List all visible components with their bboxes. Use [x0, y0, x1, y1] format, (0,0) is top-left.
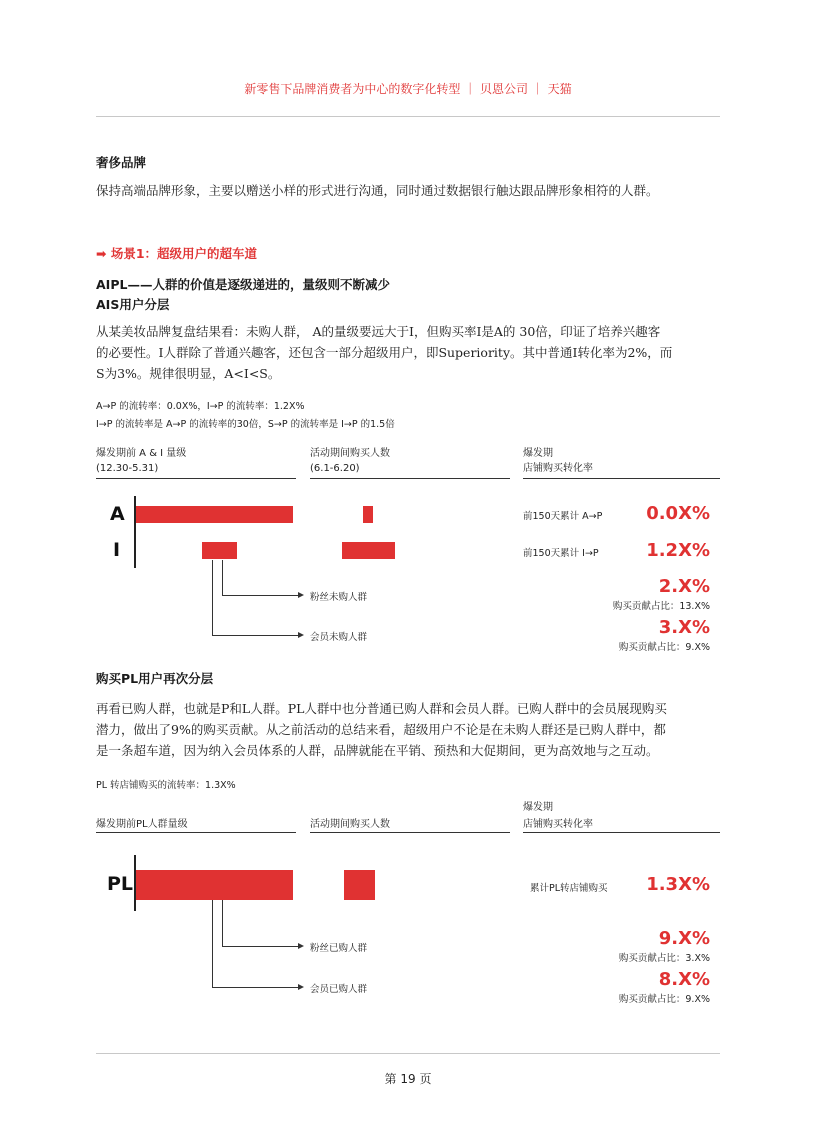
chart2-value-pl: 1.3X%	[646, 874, 710, 895]
chart1-value-member: 3.X%	[658, 617, 710, 638]
chart1-label-i: 前150天累计 I→P	[523, 548, 599, 559]
chart1-row-i-label: I	[113, 539, 121, 561]
ais-heading: AIS用户分层	[96, 297, 170, 312]
chart1-col1-underline	[96, 478, 296, 479]
chart1-col3-line2: 店铺购买转化率	[523, 463, 593, 474]
chart1-connector-member-h	[212, 635, 298, 636]
pl-para-line-2: 潜力，做出了9%的购买贡献。从之前活动的总结来看，超级用户不论是在未购人群还是已购人群中，都	[96, 722, 666, 737]
chart2-label-pl: 累计PL转店铺购买	[530, 883, 608, 894]
aipl-heading: AIPL——人群的价值是逐级递进的，量级则不断减少	[96, 277, 390, 292]
chart1-label-a: 前150天累计 A→P	[523, 511, 603, 522]
chart2-col1-underline	[96, 832, 296, 833]
chart2-arrow-fan	[298, 943, 304, 949]
chart1-col3-underline	[523, 478, 720, 479]
chart2-value-member: 8.X%	[658, 969, 710, 990]
chart1-connector-fan-v	[222, 560, 223, 595]
chart1-bar-i-volume	[202, 542, 237, 559]
chart1-arrow-member	[298, 632, 304, 638]
chart2-col3-line2: 店铺购买转化率	[523, 819, 593, 830]
chart2-col2: 活动期间购买人数	[310, 819, 390, 830]
chart2-connector-member-h	[212, 987, 298, 988]
chart2-branch-fan: 粉丝已购人群	[310, 943, 368, 954]
chart2-note-member: 购买贡献占比：9.X%	[618, 994, 710, 1005]
pl-para-line-3: 是一条超车道，因为纳入会员体系的人群，品牌就能在平销、预热和大促期间，更为高效地与之互动。	[96, 743, 659, 758]
chart2-bar-pl-volume	[136, 870, 293, 900]
chart2-branch-member: 会员已购人群	[310, 984, 368, 995]
chart2-connector-member-v	[212, 900, 213, 987]
footer-divider	[96, 1053, 720, 1054]
header-divider	[96, 116, 720, 117]
page-number: 第 19 页	[384, 1072, 432, 1086]
aipl-note-1: A→P 的流转率：0.0X%，I→P 的流转率：1.2X%	[96, 401, 305, 412]
aipl-para-line-3: S为3%。规律很明显，A<I<S。	[96, 366, 281, 381]
pl-heading: 购买PL用户再次分层	[96, 671, 214, 686]
chart1-connector-fan-h	[222, 595, 298, 596]
chart1-arrow-fan	[298, 592, 304, 598]
chart1-col2-line1: 活动期间购买人数	[310, 448, 390, 459]
chart1-bar-i-purchase	[342, 542, 395, 559]
chart2-col3-line1: 爆发期	[523, 802, 553, 813]
chart1-col3-line1: 爆发期	[523, 448, 553, 459]
chart2-note-fan: 购买贡献占比：3.X%	[618, 953, 710, 964]
chart1-branch-fan: 粉丝未购人群	[310, 592, 368, 603]
chart2-value-fan: 9.X%	[658, 928, 710, 949]
chart2-col3-underline	[523, 832, 720, 833]
scene-title: ➡ 场景1：超级用户的超车道	[96, 246, 258, 261]
chart2-col2-underline	[310, 832, 510, 833]
aipl-para-line-2: 的必要性。I人群除了普通兴趣客，还包含一部分超级用户，即Superiority。其中普通I转化率为2%，而	[96, 345, 673, 360]
chart1-col2-line2: (6.1-6.20)	[310, 463, 360, 474]
chart2-bar-pl-purchase	[344, 870, 375, 900]
chart2-arrow-member	[298, 984, 304, 990]
chart1-col1-line2: (12.30-5.31)	[96, 463, 159, 474]
chart2-connector-fan-v	[222, 900, 223, 946]
chart1-value-a: 0.0X%	[646, 503, 710, 524]
chart1-branch-member: 会员未购人群	[310, 632, 368, 643]
aipl-para-line-1: 从某美妆品牌复盘结果看：未购人群， A的量级要远大于I，但购买率I是A的 30倍，印证了培养兴趣客	[96, 324, 661, 339]
chart1-col1-line1: 爆发期前 A & I 量级	[96, 448, 187, 459]
chart1-note-fan: 购买贡献占比：13.X%	[612, 601, 710, 612]
chart1-col2-underline	[310, 478, 510, 479]
section-heading-luxury: 奢侈品牌	[96, 155, 147, 170]
chart2-col1: 爆发期前PL人群量级	[96, 819, 188, 830]
chart1-row-a-label: A	[110, 503, 125, 525]
luxury-text: 保持高端品牌形象，主要以赠送小样的形式进行沟通，同时通过数据银行触达跟品牌形象相符的人群。	[96, 183, 659, 198]
chart1-note-member: 购买贡献占比：9.X%	[618, 642, 710, 653]
aipl-note-2: I→P 的流转率是 A→P 的流转率的30倍，S→P 的流转率是 I→P 的1.5倍	[96, 419, 395, 430]
chart2-connector-fan-h	[222, 946, 298, 947]
page-header: 新零售下品牌消费者为中心的数字化转型 ｜ 贝恩公司 ｜ 天猫	[244, 82, 572, 96]
chart2-row-pl-label: PL	[107, 873, 134, 895]
chart1-value-fan: 2.X%	[658, 576, 710, 597]
chart1-connector-member-v	[212, 560, 213, 635]
chart1-value-i: 1.2X%	[646, 540, 710, 561]
chart1-bar-a-volume	[136, 506, 293, 523]
chart1-bar-a-purchase	[363, 506, 373, 523]
pl-note: PL 转店铺购买的流转率：1.3X%	[96, 780, 236, 791]
pl-para-line-1: 再看已购人群，也就是P和L人群。PL人群中也分普通已购人群和会员人群。已购人群中的会员展现购买	[96, 701, 667, 716]
